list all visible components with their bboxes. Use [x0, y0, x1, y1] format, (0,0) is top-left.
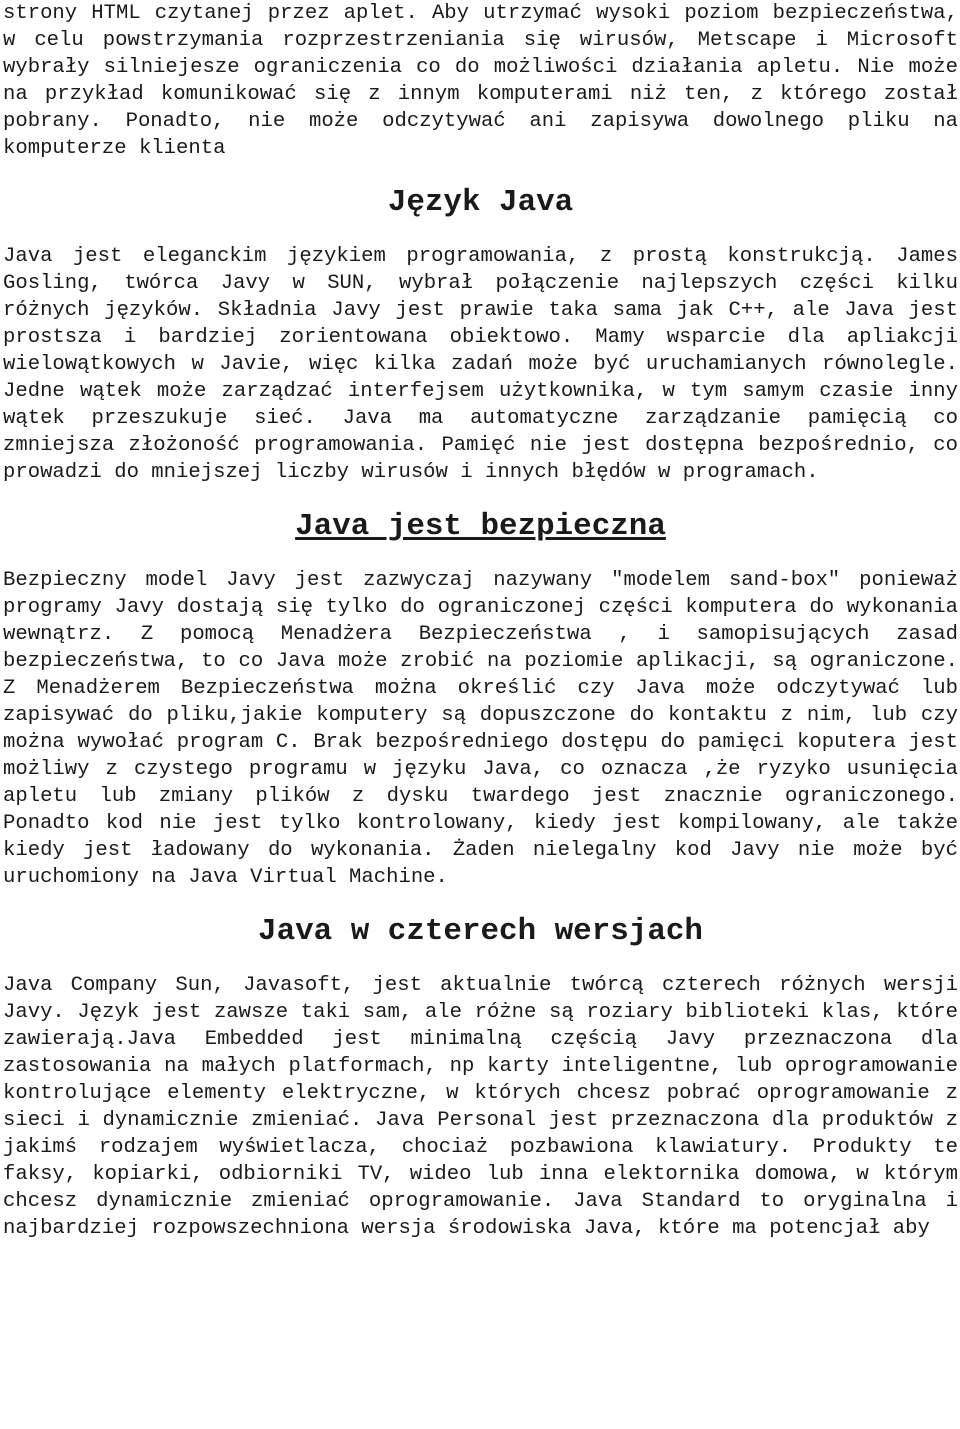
heading-java-language-text: Język Java — [387, 185, 574, 220]
spacer — [3, 540, 958, 567]
paragraph-java-secure: Bezpieczny model Javy jest zazwyczaj nazywany "modelem sand-box" ponieważ programy Javy dostają się tylko do ograniczonej części komputera do wykonania wewnątrz. Z pomocą Menadżera Bezpieczeństwa , i samopisujących zasad bezpieczeństwa, to co Java może zrobić na poziomie aplikacji, są ograniczone. Z Menadżerem Bezpieczeństwa można określić czy Java może odczytywać lub zapisywać do pliku,jakie komputery są dopuszczone do kontaktu z nim, lub czy można wywołać program C. Brak bezpośredniego dostępu do pamięci koputera jest możliwy z czystego programu w języku Java, co oznacza ,że ryzyko usunięcia apletu lub zmiany plików z dysku twardego jest znacznie ograniczonego. Ponadto kod nie jest tylko kontrolowany, kiedy jest kompilowany, ale także kiedy jest ładowany do wykonania. Żaden nielegalny kod Javy nie może być uruchomiony na Java Virtual Machine. — [3, 569, 958, 889]
paragraph-java-four-versions: Java Company Sun, Javasoft, jest aktualnie twórcą czterech różnych wersji Javy. Język jest zawsze taki sam, ale różne są roziary biblioteki klas, które zawierają.Java Embedded jest minimalną częścią Javy przeznaczona dla zastosowania na małych platformach, np karty inteligentne, lub oprogramowanie kontrolujące elementy elektryczne, w których chcesz pobrać oprogramowanie z sieci i dynamicznie zmieniać. Java Personal jest przeznaczona dla produktów z jakimś rodzajem wyświetlacza, chociaż pozbawiona klawiatury. Produkty te faksy, kopiarki, odbiorniki TV, wideo lub inna elektornika domowa, w którym chcesz dynamicznie zmieniać oprogramowanie. Java Standard to oryginalna i najbardziej rozpowszechniona wersja środowiska Java, które ma potencjał aby — [3, 974, 958, 1240]
document-page — [3, 0, 958, 1242]
heading-java-four-versions — [3, 914, 958, 949]
heading-java-secure-text: Java jest bezpieczna — [295, 509, 666, 544]
paragraph-java-language: Java jest eleganckim językiem programowania, z prostą konstrukcją. James Gosling, twórca Javy w SUN, wybrał połączenie najlepszych części kilku różnych języków. Składnia Javy jest prawie taka sama jak C++, ale Java jest prostsza i bardziej zorientowana obiektowo. Mamy wsparcie dla apliakcji wielowątkowych w Javie, więc kilka zadań może być uruchamianych równolegle. Jedne wątek może zarządzać interfejsem użytkownika, w tym samym czasie inny wątek przeszukuje sieć. Java ma automatyczne zarządzanie pamięcią co zmniejsza złożoność programowania. Pamięć nie jest dostępna bezpośrednio, co prowadzi do mniejszej liczby wirusów i innych błędów w programach. — [3, 245, 958, 484]
spacer — [3, 216, 958, 243]
heading-java-four-versions-text: Java w czterech wersjach — [258, 914, 703, 949]
spacer — [3, 945, 958, 972]
paragraph-applet-restrictions: strony HTML czytanej przez aplet. Aby utrzymać wysoki poziom bezpieczeństwa, w celu powstrzymania rozprzestrzeniania się wirusów, Metscape i Microsoft wybrały silniejesze ograniczenia co do możliwości działania apletu. Nie może na przykład komunikować się z innym komputerami niż ten, z którego został pobrany. Ponadto, nie może odczytywać ani zapisywa dowolnego pliku na komputerze klienta — [3, 2, 958, 160]
heading-java-secure — [3, 509, 958, 544]
heading-java-language — [3, 185, 958, 220]
